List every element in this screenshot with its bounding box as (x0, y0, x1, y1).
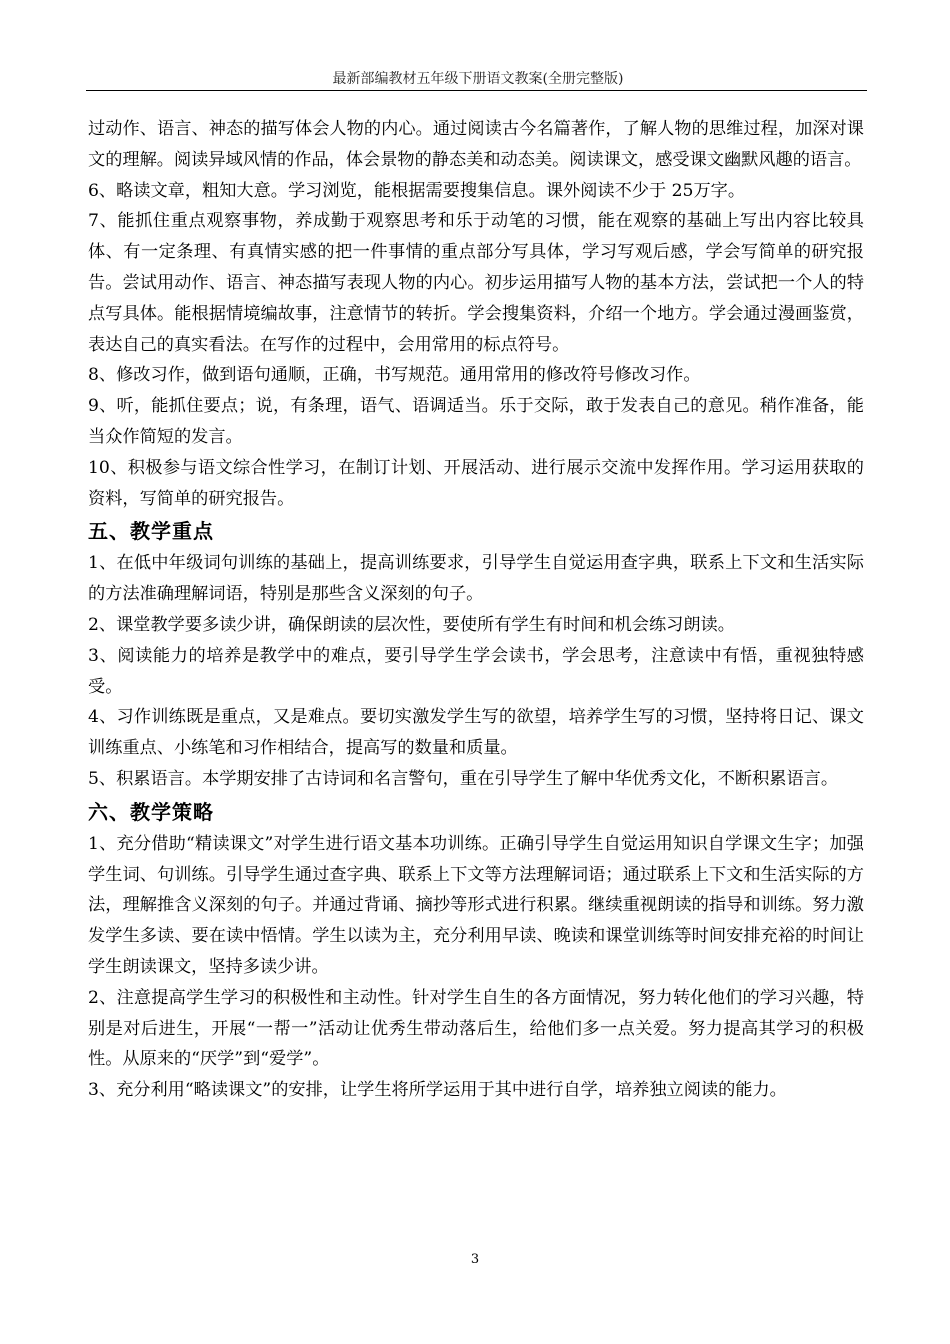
focus-item: 4、习作训练既是重点，又是难点。要切实激发学生写的欲望，培养学生写的习惯，坚持将日记、课文训练重点、小练笔和习作相结合，提高写的数量和质量。 (88, 707, 864, 759)
goal-item: 10、积极参与语文综合性学习，在制订计划、开展活动、进行展示交流中发挥作用。学习运用获取的资料，写简单的研究报告。 (88, 457, 864, 509)
goal-item: 6、略读文章，粗知大意。学习浏览，能根据需要搜集信息。课外阅读不少于 25万字。 (88, 180, 746, 201)
focus-item: 3、阅读能力的培养是教学中的难点，要引导学生学会读书，学会思考，注意读中有悟，重视独特感受。 (88, 645, 864, 697)
strategy-item: 2、注意提高学生学习的积极性和主动性。针对学生自生的各方面情况，努力转化他们的学习兴趣，特别是对后进生，开展“一帮一”活动让优秀生带动落后生，给他们多一点关爱。努力提高其学习的积极性。从原来的“厌学”到“爱学”。 (88, 987, 864, 1070)
section-heading-teaching-focus: 五、教学重点 (88, 519, 214, 544)
focus-item: 2、课堂教学要多读少讲，确保朗读的层次性，要使所有学生有时间和机会练习朗读。 (88, 614, 735, 635)
page-number: 3 (470, 1252, 480, 1267)
intro-paragraph: 过动作、语言、神态的描写体会人物的内心。通过阅读古今名篇著作，了解人物的思维过程，加深对课文的理解。阅读异域风情的作品，体会景物的静态美和动态美。阅读课文，感受课文幽默风趣的语言。 (88, 119, 864, 170)
header-divider (86, 90, 867, 91)
section-heading-teaching-strategy: 六、教学策略 (88, 799, 214, 824)
focus-item: 5、积累语言。本学期安排了古诗词和名言警句，重在引导学生了解中华优秀文化，不断积累语言。 (88, 768, 839, 789)
goal-item: 9、听，能抓住要点；说，有条理，语气、语调适当。乐于交际，敢于发表自己的意见。稍作准备，能当众作简短的发言。 (88, 396, 864, 447)
page-header-title: 最新部编教材五年级下册语文教案(全册完整版) (332, 71, 624, 87)
strategy-item: 1、充分借助“精读课文”对学生进行语文基本功训练。正确引导学生自觉运用知识自学课文生字；加强学生词、句训练。引导学生通过查字典、联系上下文等方法理解词语；通过联系上下文和生活实际的方法，理解推含义深刻的句子。并通过背诵、摘抄等形式进行积累。继续重视朗读的指导和训练。努力激发学生多读、要在读中悟情。学生以读为主，充分利用早读、晚读和课堂训练等时间安排充裕的时间让学生朗读课文，坚持多读少讲。 (88, 833, 864, 977)
strategy-item: 3、充分利用“略读课文”的安排，让学生将所学运用于其中进行自学，培养独立阅读的能力。 (88, 1080, 787, 1101)
goal-item: 8、修改习作，做到语句通顺，正确，书写规范。通用常用的修改符号修改习作。 (88, 365, 701, 386)
document-body (88, 114, 864, 1106)
goal-item: 7、能抓住重点观察事物，养成勤于观察思考和乐于动笔的习惯，能在观察的基础上写出内容比较具体、有一定条理、有真情实感的把一件事情的重点部分写具体，学习写观后感，学会写简单的研究报告。尝试用动作、语言、神态描写表现人物的内心。初步运用描写人物的基本方法，尝试把一个人的特点写具体。能根据情境编故事，注意情节的转折。学会搜集资料，介绍一个地方。学会通过漫画鉴赏，表达自己的真实看法。在写作的过程中，会用常用的标点符号。 (88, 211, 864, 355)
focus-item: 1、在低中年级词句训练的基础上，提高训练要求，引导学生自觉运用查字典，联系上下文和生活实际的方法准确理解词语，特别是那些含义深刻的句子。 (88, 553, 864, 605)
